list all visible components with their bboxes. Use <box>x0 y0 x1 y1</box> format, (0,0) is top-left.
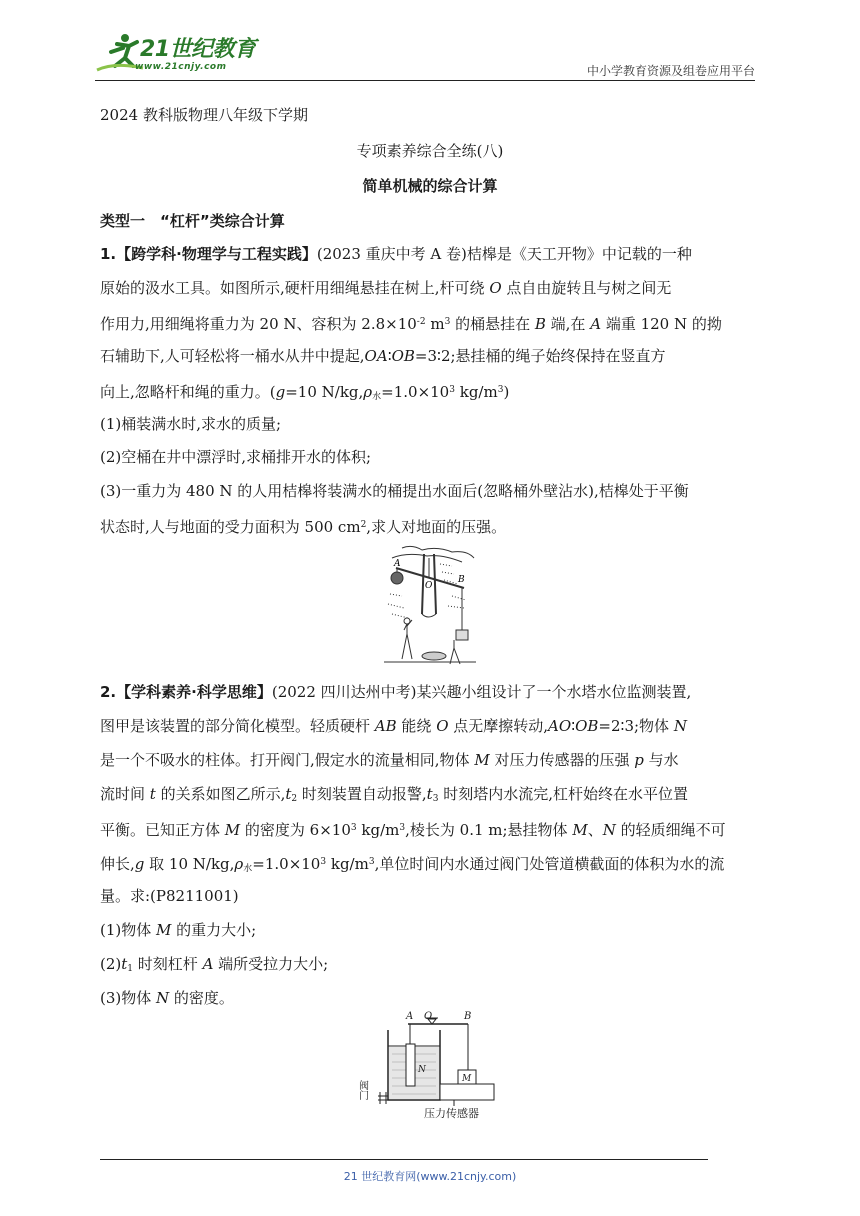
q1-part-1: (1)桶装满水时,求水的质量; <box>100 415 282 433</box>
q1-line-8: (3)一重力为 480 N 的人用桔槔将装满水的桶提出水面后(忽略桶外壁沾水),桔槔处于平衡 <box>100 482 689 500</box>
header-divider <box>95 80 755 81</box>
fig1-label-b: B <box>458 575 465 585</box>
footer-text: 21 世纪教育网(www.21cnjy.com) <box>343 1170 517 1183</box>
course-title: 2024 教科版物理八年级下学期 <box>100 106 308 124</box>
q2-part-1: (1)物体 M 的重力大小; <box>100 921 257 939</box>
q2-line-7: 量。求:(P8211001) <box>100 887 239 905</box>
fig2-label-o: O <box>424 1011 433 1022</box>
fig2-label-valve: 阀门 <box>356 1080 368 1100</box>
q2-line-3: 是一个不吸水的柱体。打开阀门,假定水的流量相同,物体 M 对压力传感器的压强 p 与水 <box>100 751 679 769</box>
q1-line-2: 原始的汲水工具。如图所示,硬杆用细绳悬挂在树上,杆可绕 O 点自由旋转且与树之间无 <box>100 279 672 297</box>
logo-url: www.21cnjy.com <box>135 62 227 72</box>
q1-line-1: 1.【跨学科·物理学与工程实践】(2023 重庆中考 A 卷)桔槔是《天工开物》中记载的一种 <box>100 245 692 263</box>
footer-divider <box>100 1159 708 1160</box>
fig2-label-m: M <box>462 1074 472 1084</box>
page-header <box>95 28 755 80</box>
q2-line-6: 伸长,g 取 10 $N/kg,\rho_水=1.0\times 10^3$ $kg/m^3$,单位时间内水通过阀门处管道横截面的体积为水的流 <box>100 855 725 874</box>
q2-part-3: (3)物体 N 的密度。 <box>100 989 234 1007</box>
platform-label: 中小学教育资源及组卷应用平台 <box>586 64 755 78</box>
q2-line-5: 平衡。已知正方体 M 的密度为 $6\times 10^3$ $kg/m^3$,棱长为 0.1 m;悬挂物体 M、N 的轻质细绳不可 <box>100 821 726 839</box>
q2-line-4: 流时间 t 的关系如图乙所示$,t_2$ 时刻装置自动报警$,t_3$ 时刻塔内水流完,杠杆始终在水平位置 <box>100 785 688 804</box>
q1-line-5: 向上,忽略杆和绳的重力。(g=10 $N/kg,\rho_水=1.0\times 10^3$ $kg/m^3$) <box>100 383 510 402</box>
q2-line-2: 图甲是该装置的部分简化模型。轻质硬杆 AB 能绕 O 点无摩擦转动,AO∶OB=2∶3;物体 N <box>100 717 687 735</box>
logo-text: 21世纪教育 <box>140 37 256 62</box>
q1-line-9: 状态时,人与地面的受力面积为 500 $cm^2$,求人对地面的压强。 <box>100 518 507 536</box>
fig2-label-sensor: 压力传感器 <box>424 1107 479 1120</box>
q1-line-3: 作用力,用细绳将重力为 20 N、容积为 $2.8\times 10^{-2}$ $m^3$ 的桶悬挂在 B 端,在 A 端重 120 N 的拗 <box>100 315 722 333</box>
section-heading: 类型一 “杠杆”类综合计算 <box>100 212 285 230</box>
q2-part-2: $(2)t_1$ 时刻杠杆 A 端所受拉力大小; <box>100 955 329 974</box>
fig2-label-n: N <box>418 1065 426 1075</box>
q1-line-4: 石辅助下,人可轻松将一桶水从井中提起,OA∶OB=3∶2;悬挂桶的绳子始终保持在竖直方 <box>100 347 666 365</box>
fig2-label-a: A <box>406 1011 414 1022</box>
q2-line-1: 2.【学科素养·科学思维】(2022 四川达州中考)某兴趣小组设计了一个水塔水位监测装置, <box>100 683 692 701</box>
site-logo <box>95 32 265 76</box>
series-title: 专项素养综合全练(八) <box>356 142 504 160</box>
fig2-label-b: B <box>464 1011 472 1022</box>
q1-part-2: (2)空桶在井中漂浮时,求桶排开水的体积; <box>100 448 372 466</box>
fig1-label-a: A <box>394 559 401 569</box>
fig1-label-o: O <box>425 581 433 591</box>
water-tower-figure <box>356 1010 510 1122</box>
well-sweep-figure <box>382 544 478 666</box>
topic-title: 简单机械的综合计算 <box>362 177 498 195</box>
